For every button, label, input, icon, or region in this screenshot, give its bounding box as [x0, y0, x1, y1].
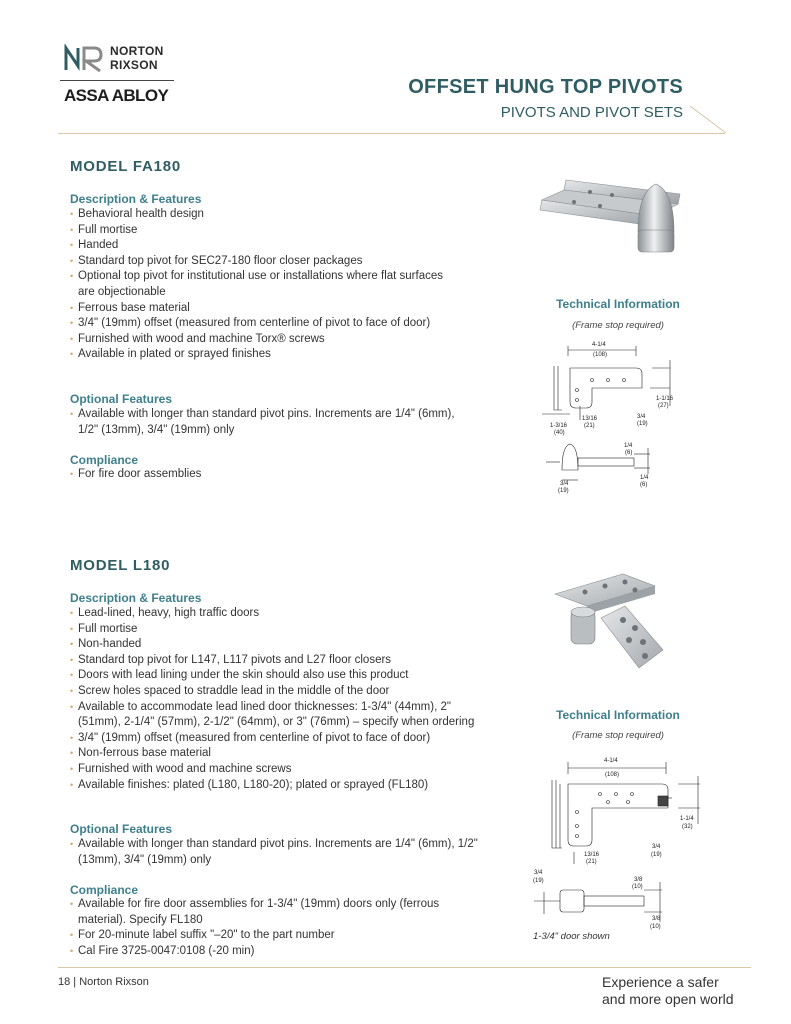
- fa180-dim-pin-bottom-mm: (6): [640, 482, 648, 488]
- list-item: • Full mortise: [70, 223, 450, 239]
- fa180-dim-pin-bottom: 1/4: [640, 475, 649, 481]
- list-item: • For 20-minute label suffix "–20" to the part number: [70, 928, 480, 944]
- fa180-dim-offset: 3/4: [637, 414, 646, 420]
- l180-dim-offset-mm: (19): [651, 852, 662, 858]
- list-item: • 3/4" (19mm) offset (measured from centerline of pivot to face of door): [70, 731, 480, 747]
- model-fa180-title: MODEL FA180: [70, 158, 182, 175]
- brand-name: [110, 44, 164, 72]
- fa180-dim-pin-top: 1/4: [624, 443, 633, 449]
- l180-dim-pin-top: 3/8: [634, 877, 643, 883]
- fa180-dim-base-mm: (19): [558, 488, 569, 494]
- l180-dim-left-mm: (19): [533, 878, 544, 884]
- l180-dim-offset: 3/4: [652, 844, 661, 850]
- list-item: • Available in plated or sprayed finishes: [70, 347, 450, 363]
- list-item: • Furnished with wood and machine screws: [70, 762, 480, 778]
- fa180-compliance-heading: Compliance: [70, 453, 139, 467]
- l180-feature-list: [70, 606, 480, 793]
- list-item: • Behavioral health design: [70, 207, 450, 223]
- l180-description-heading: Description & Features: [70, 591, 202, 605]
- fa180-dim-right: 1-1/16: [656, 396, 674, 402]
- fa180-dim-width-mm: (108): [593, 352, 608, 358]
- l180-dim-pin-top-mm: (10): [632, 884, 643, 890]
- list-item: • Non-ferrous base material: [70, 746, 480, 762]
- list-item: • Available to accommodate lead lined door thicknesses: 1-3/4" (44mm), 2" (51mm), 2-1/4" (57mm), 2-1/2" (64mm), or 3" (76mm) – specify when ordering: [70, 700, 480, 731]
- list-item: • Available for fire door assemblies for 1-3/4" (19mm) doors only (ferrous material). Specify FL180: [70, 897, 480, 928]
- header-divider: [58, 133, 725, 134]
- l180-product-image: [545, 570, 665, 680]
- list-item: • Ferrous base material: [70, 301, 450, 317]
- fa180-optional-list: [70, 407, 470, 438]
- l180-dim-pin-bottom: 3/8: [652, 916, 661, 922]
- l180-tech-note: (Frame stop required): [572, 730, 664, 741]
- list-item: • Standard top pivot for SEC27-180 floor closer packages: [70, 254, 450, 270]
- fa180-product-image: [530, 172, 690, 262]
- l180-dim-left: 3/4: [534, 870, 543, 876]
- list-item: • Available finishes: plated (L180, L180-20); plated or sprayed (FL180): [70, 778, 480, 794]
- fa180-compliance-list: [70, 467, 510, 483]
- fa180-technical-drawing: [540, 340, 690, 500]
- fa180-dim-left: 1-3/16: [550, 423, 568, 429]
- l180-dim-right: 1-1/4: [680, 816, 694, 822]
- fa180-dim-mid: 13/16: [582, 416, 598, 422]
- l180-optional-list: [70, 837, 502, 868]
- page-subtitle: PIVOTS AND PIVOT SETS: [500, 104, 683, 121]
- norton-rixson-logo-icon: [62, 44, 106, 74]
- fa180-dim-mid-mm: (21): [584, 423, 595, 429]
- fa180-tech-note: (Frame stop required): [572, 320, 664, 331]
- l180-dim-right-mm: (32): [682, 824, 693, 830]
- header-accent-line: [690, 106, 730, 136]
- l180-dim-mid-mm: (21): [586, 859, 597, 865]
- list-item: • Doors with lead lining under the skin should also use this product: [70, 668, 480, 684]
- fa180-optional-heading: Optional Features: [70, 392, 173, 406]
- l180-compliance-list: [70, 897, 480, 959]
- parent-brand: ASSA ABLOY: [64, 86, 169, 105]
- list-item: • Optional top pivot for institutional use or installations where flat surfaces are objectionable: [70, 269, 450, 300]
- brand-line-1: NORTON: [110, 44, 164, 58]
- tagline-line-2: and more open world: [602, 991, 734, 1007]
- fa180-dim-right-mm: (27): [658, 403, 669, 409]
- fa180-tech-heading: Technical Information: [556, 297, 680, 311]
- model-l180-title: MODEL L180: [70, 557, 171, 574]
- l180-drawing-caption: 1-3/4" door shown: [533, 931, 610, 942]
- tagline-line-1: Experience a safer: [602, 974, 719, 990]
- fa180-dim-base: 3/4: [560, 481, 569, 487]
- list-item: • Available with longer than standard pivot pins. Increments are 1/4" (6mm), 1/2" (13mm), 3/4" (19mm) only: [70, 407, 470, 438]
- list-item: • Screw holes spaced to straddle lead in the middle of the door: [70, 684, 480, 700]
- l180-dim-mid: 13/16: [584, 852, 600, 858]
- l180-dim-pin-bottom-mm: (10): [650, 924, 661, 930]
- list-item: • Standard top pivot for L147, L117 pivots and L27 floor closers: [70, 653, 480, 669]
- list-item: • Handed: [70, 238, 450, 254]
- fa180-feature-list: [70, 207, 450, 363]
- page-number: 18 | Norton Rixson: [58, 976, 149, 988]
- l180-compliance-heading: Compliance: [70, 883, 139, 897]
- list-item: • 3/4" (19mm) offset (measured from centerline of pivot to face of door): [70, 316, 450, 332]
- l180-optional-heading: Optional Features: [70, 822, 173, 836]
- l180-dim-width-mm: (108): [605, 772, 620, 778]
- list-item: • For fire door assemblies: [70, 467, 510, 483]
- list-item: • Lead-lined, heavy, high traffic doors: [70, 606, 480, 622]
- list-item: • Available with longer than standard pivot pins. Increments are 1/4" (6mm), 1/2" (13mm), 3/4" (19mm) only: [70, 837, 502, 868]
- fa180-dim-width: 4-1/4: [592, 342, 606, 348]
- fa180-dim-left-mm: (40): [554, 430, 565, 436]
- footer-divider: [58, 967, 751, 968]
- list-item: • Cal Fire 3725-0047:0108 (-20 min): [70, 944, 480, 960]
- list-item: • Furnished with wood and machine Torx® screws: [70, 332, 450, 348]
- logo-divider: [60, 80, 174, 81]
- list-item: • Non-handed: [70, 637, 480, 653]
- fa180-dim-pin-top-mm: (6): [625, 450, 633, 456]
- l180-tech-heading: Technical Information: [556, 708, 680, 722]
- fa180-dim-offset-mm: (19): [637, 421, 648, 427]
- fa180-description-heading: Description & Features: [70, 192, 202, 206]
- l180-dim-width: 4-1/4: [604, 758, 618, 764]
- tagline: [602, 974, 734, 1008]
- list-item: • Full mortise: [70, 622, 480, 638]
- brand-line-2: RIXSON: [110, 58, 158, 72]
- l180-technical-drawing: [530, 752, 705, 937]
- page-title: OFFSET HUNG TOP PIVOTS: [408, 76, 683, 98]
